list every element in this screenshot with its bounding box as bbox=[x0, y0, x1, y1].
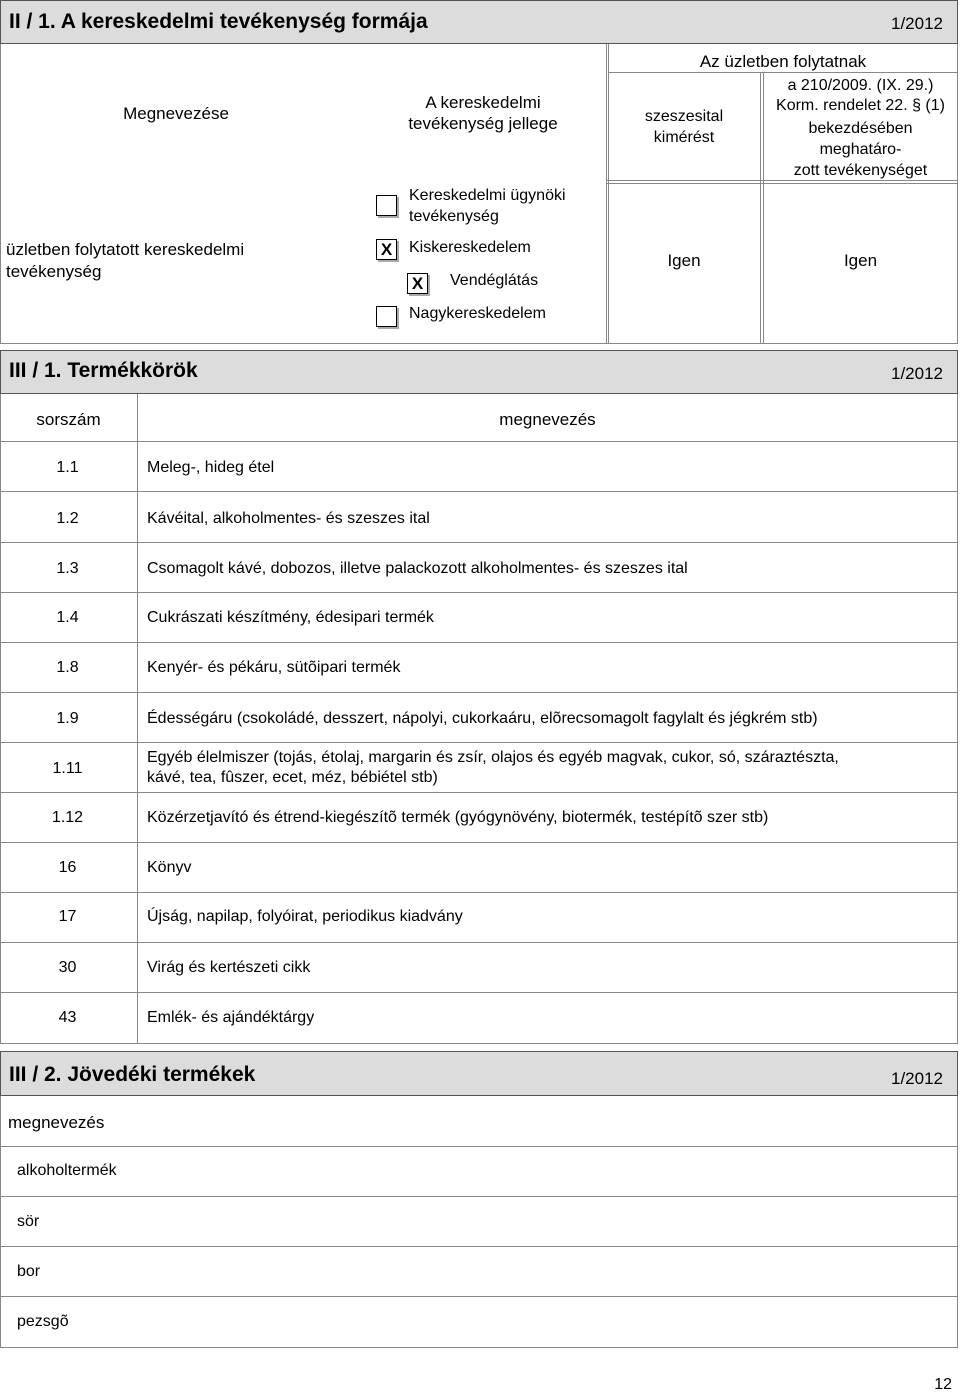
excise-col-header: megnevezés bbox=[8, 1113, 105, 1132]
alcohol-value: Igen bbox=[667, 251, 701, 270]
col-num-header: sorszám bbox=[36, 410, 101, 429]
product-name: Csomagolt kávé, dobozos, illetve palackozott alkoholmentes- és szeszes ital bbox=[147, 560, 688, 577]
retail-label: Kiskereskedelem bbox=[409, 239, 531, 256]
product-name: Újság, napilap, folyóirat, periodikus kiadvány bbox=[147, 908, 463, 925]
retail-checkbox[interactable]: X bbox=[376, 239, 397, 260]
col-alcohol-header-1: szeszesital bbox=[644, 108, 724, 125]
col-name-header: megnevezés bbox=[499, 410, 596, 429]
regulation-value: Igen bbox=[843, 251, 878, 270]
product-name: Virág és kertészeti cikk bbox=[147, 959, 311, 976]
product-name-cont: kávé, tea, fûszer, ecet, méz, bébiétel stb) bbox=[147, 769, 438, 786]
product-num: 1.8 bbox=[56, 659, 79, 676]
col-nature-header-1: A kereskedelmi bbox=[425, 93, 541, 112]
wholesale-checkbox[interactable] bbox=[376, 306, 397, 327]
product-name: Cukrászati készítmény, édesipari termék bbox=[147, 609, 434, 626]
product-num: 1.9 bbox=[56, 710, 79, 727]
catering-checkbox[interactable]: X bbox=[407, 273, 428, 294]
product-num: 1.12 bbox=[51, 809, 84, 826]
product-num: 16 bbox=[58, 859, 77, 876]
product-num: 1.11 bbox=[52, 760, 83, 777]
page-number: 12 bbox=[934, 1376, 952, 1393]
product-num: 1.4 bbox=[56, 609, 79, 626]
section-year: 1/2012 bbox=[891, 14, 943, 33]
product-num: 1.2 bbox=[56, 510, 79, 527]
excise-table bbox=[0, 1096, 958, 1348]
section-header-form bbox=[0, 0, 958, 44]
agent-activity-checkbox[interactable] bbox=[376, 195, 397, 216]
product-name: Kenyér- és pékáru, sütõipari termék bbox=[147, 659, 401, 676]
section-title: III / 2. Jövedéki termékek bbox=[9, 1063, 256, 1086]
product-num: 43 bbox=[58, 1009, 77, 1026]
section-title: III / 1. Termékkörök bbox=[9, 359, 198, 382]
col-nature-header-2: tevékenység jellege bbox=[408, 114, 558, 133]
product-num: 1.3 bbox=[56, 560, 79, 577]
col-name-header: Megnevezése bbox=[123, 104, 229, 123]
col-reg-header-3: bekezdésében bbox=[808, 120, 913, 137]
wholesale-label: Nagykereskedelem bbox=[409, 305, 546, 322]
row-label-2: tevékenység bbox=[6, 262, 102, 281]
col-reg-header-4: meghatáro- bbox=[819, 141, 902, 158]
product-name: Édességáru (csokoládé, desszert, nápolyi, cukorkaáru, elõrecsomagolt fagylalt és jégkrém stb) bbox=[147, 710, 818, 727]
col-reg-header-5: zott tevékenységet bbox=[793, 162, 928, 179]
section-header-excise bbox=[0, 1051, 958, 1096]
excise-item: bor bbox=[17, 1263, 41, 1280]
catering-label: Vendéglátás bbox=[450, 272, 539, 289]
product-name: Kávéital, alkoholmentes- és szeszes ital bbox=[147, 510, 430, 527]
product-name: Meleg-, hideg étel bbox=[147, 459, 275, 476]
col-reg-header-2: Korm. rendelet 22. § (1) bbox=[776, 97, 945, 114]
agent-activity-label-1: Kereskedelmi ügynöki bbox=[409, 187, 566, 204]
excise-item: pezsgõ bbox=[17, 1313, 69, 1330]
section-title: II / 1. A kereskedelmi tevékenység formája bbox=[9, 10, 428, 33]
section-year: 1/2012 bbox=[891, 364, 943, 383]
excise-item: alkoholtermék bbox=[17, 1162, 117, 1179]
product-name: Emlék- és ajándéktárgy bbox=[147, 1009, 315, 1026]
agent-activity-label-2: tevékenység bbox=[409, 208, 499, 225]
section-year: 1/2012 bbox=[891, 1069, 943, 1088]
col-shop-header: Az üzletben folytatnak bbox=[699, 52, 867, 71]
col-reg-header-1: a 210/2009. (IX. 29.) bbox=[787, 77, 934, 94]
product-name: Közérzetjavító és étrend-kiegészítõ termék (gyógynövény, biotermék, testépítõ szer stb) bbox=[147, 809, 769, 826]
product-name: Egyéb élelmiszer (tojás, étolaj, margarin és zsír, olajos és egyéb magvak, cukor, só, száraztészta, bbox=[147, 749, 839, 766]
excise-item: sör bbox=[17, 1213, 40, 1230]
product-num: 30 bbox=[58, 959, 77, 976]
col-alcohol-header-2: kimérést bbox=[653, 129, 715, 146]
row-label-1: üzletben folytatott kereskedelmi bbox=[6, 240, 245, 259]
product-name: Könyv bbox=[147, 859, 192, 876]
section-header-products bbox=[0, 350, 958, 394]
product-num: 17 bbox=[58, 908, 77, 925]
product-num: 1.1 bbox=[56, 459, 79, 476]
